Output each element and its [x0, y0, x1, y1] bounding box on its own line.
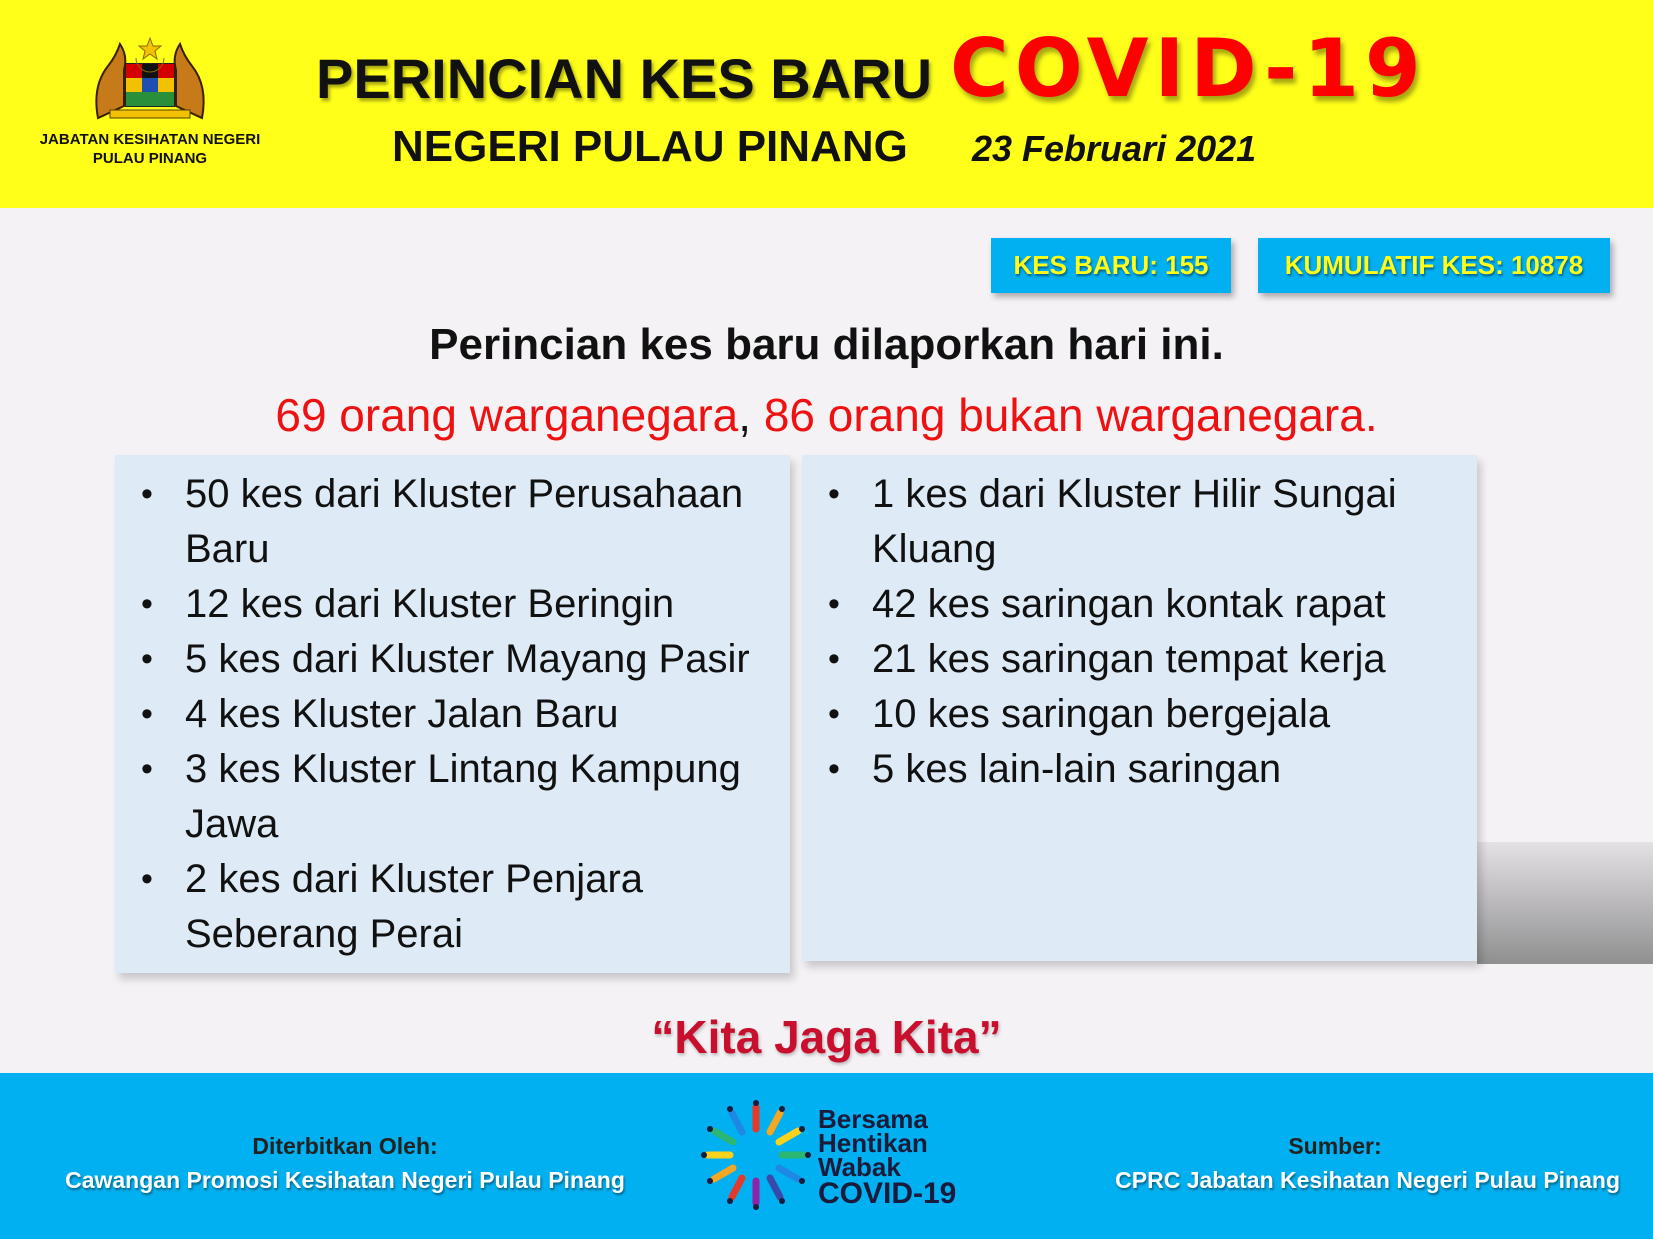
publisher-name: Cawangan Promosi Kesihatan Negeri Pulau Pinang	[65, 1167, 625, 1193]
list-item: • 21 kes saringan tempat kerja	[816, 632, 1467, 687]
panel-drop-shadow	[1477, 842, 1653, 964]
new-cases-badge: KES BARU: 155	[991, 238, 1231, 293]
campaign-line-4: COVID-19	[818, 1177, 957, 1210]
campaign-line-3: Wabak	[818, 1152, 901, 1182]
list-item: • 5 kes dari Kluster Mayang Pasir	[129, 632, 780, 687]
campaign-line-1: Bersama	[818, 1104, 928, 1134]
list-item: • 50 kes dari Kluster Perusahaan Baru	[129, 467, 780, 577]
campaign-line-2: Hentikan	[818, 1128, 928, 1158]
publisher-label: Diterbitkan Oleh:	[252, 1133, 438, 1159]
list-item: • 12 kes dari Kluster Beringin	[129, 577, 780, 632]
list-item: • 2 kes dari Kluster Penjara Seberang Perai	[129, 852, 780, 962]
summary-heading: Perincian kes baru dilaporkan hari ini.	[429, 320, 1224, 369]
covid-title: COVID-19	[950, 22, 1427, 115]
footer-banner	[0, 1073, 1653, 1239]
list-item: • 42 kes saringan kontak rapat	[816, 577, 1467, 632]
agency-line-2: PULAU PINANG	[92, 150, 208, 167]
report-date: 23 Februari 2021	[972, 128, 1257, 169]
campaign-slogan	[818, 1104, 957, 1210]
screening-list-panel	[802, 455, 1477, 961]
list-item: • 4 kes Kluster Jalan Baru	[129, 687, 780, 742]
screening-list	[816, 467, 1467, 797]
list-item: • 10 kes saringan bergejala	[816, 687, 1467, 742]
breakdown-end: .	[1364, 389, 1378, 441]
cluster-list-panel	[115, 455, 790, 973]
list-item: • 5 kes lain-lain saringan	[816, 742, 1467, 797]
slogan: “Kita Jaga Kita”	[651, 1011, 1002, 1063]
source-label: Sumber:	[1288, 1133, 1382, 1159]
source-name: CPRC Jabatan Kesihatan Negeri Pulau Pinang	[1115, 1167, 1620, 1193]
list-item: • 3 kes Kluster Lintang Kampung Jawa	[129, 742, 780, 852]
agency-line-1: JABATAN KESIHATAN NEGERI	[39, 131, 261, 148]
cluster-list	[129, 467, 780, 962]
coat-of-arms-icon	[90, 36, 210, 124]
list-item: • 1 kes dari Kluster Hilir Sungai Kluang	[816, 467, 1467, 577]
nationality-breakdown	[0, 388, 1653, 442]
covid-campaign-icon	[700, 1099, 812, 1211]
agency-name	[20, 130, 280, 168]
header-banner	[0, 0, 1653, 208]
breakdown-separator: ,	[738, 389, 752, 441]
non-citizens-count: 86 orang bukan warganegara	[763, 389, 1365, 441]
cumulative-cases-badge: KUMULATIF KES: 10878	[1258, 238, 1610, 293]
page-title: PERINCIAN KES BARU	[316, 47, 933, 110]
state-title: NEGERI PULAU PINANG	[392, 122, 908, 171]
citizens-count: 69 orang warganegara	[275, 389, 739, 441]
